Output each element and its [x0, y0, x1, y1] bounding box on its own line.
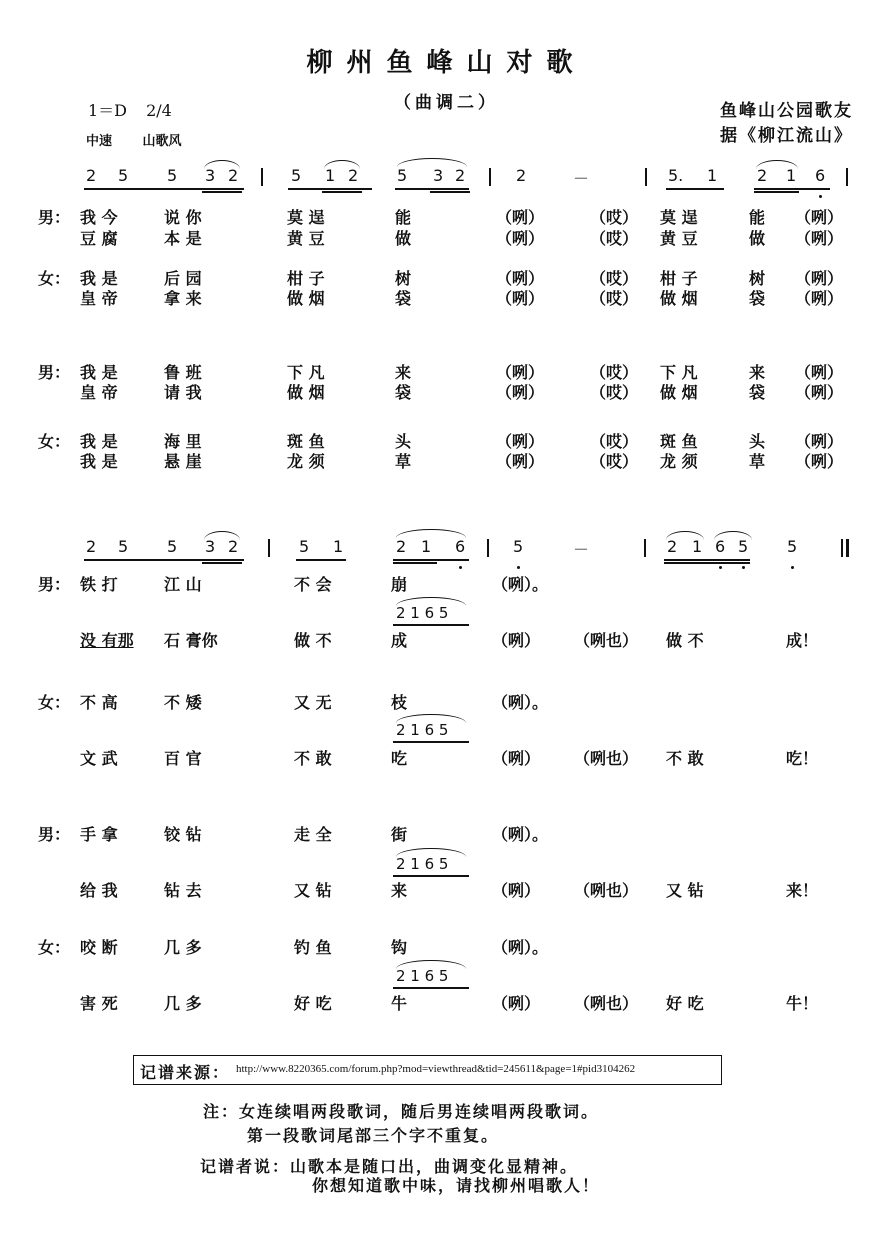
lyric: 头: [395, 432, 412, 451]
lyric: （咧也）: [574, 749, 639, 768]
note: 2: [228, 166, 239, 185]
lyric: 做: [749, 229, 766, 248]
lyric: （咧）: [496, 363, 545, 382]
lyric: 不 高: [80, 693, 118, 712]
score-line-2: [0, 537, 893, 561]
lyric: 铰 钻: [164, 825, 202, 844]
lyric: 斑 鱼: [287, 432, 325, 451]
lyric: 皇 帝: [80, 289, 118, 308]
lyric: （咧也）: [574, 881, 639, 900]
lyric: 做 烟: [287, 289, 325, 308]
lyric: （咧）: [496, 452, 545, 471]
note: 5: [299, 537, 310, 556]
lyric: 又 钻: [294, 881, 332, 900]
beam: [84, 188, 244, 190]
lyric: 不 敢: [294, 749, 332, 768]
lyric: 柑 子: [287, 269, 325, 288]
note: 6: [715, 537, 726, 556]
note: 5.: [668, 166, 684, 185]
singer-label: 男：: [38, 208, 71, 227]
lyric: 不 敢: [666, 749, 704, 768]
lyric: （咧）: [492, 749, 541, 768]
barline: [644, 539, 646, 557]
lyric: （咧）: [795, 229, 844, 248]
singer-label: 女：: [38, 693, 71, 712]
lyric-row: [0, 572, 893, 596]
beam: [664, 559, 750, 561]
lyric: 本 是: [164, 229, 202, 248]
lyric: 钻 去: [164, 881, 202, 900]
lyric: 来: [749, 363, 766, 382]
lyric: 黄 豆: [660, 229, 698, 248]
lyric: 龙 须: [660, 452, 698, 471]
slur: [396, 529, 466, 538]
final-barline: [841, 539, 843, 557]
source-label: 记谱来源：: [140, 1063, 231, 1082]
lyric-row: [0, 226, 893, 250]
lyric: 做 不: [666, 631, 704, 650]
lyric: 枝: [391, 693, 408, 712]
lyric: （哎）: [590, 269, 639, 288]
lyric: （咧）: [492, 631, 541, 650]
lyric: （咧）。: [492, 693, 549, 712]
lyric: 咬 断: [80, 938, 118, 957]
slur: [397, 158, 467, 167]
lower-octave-dot: [459, 566, 462, 569]
lyric: 下 凡: [660, 363, 698, 382]
beam: [296, 559, 346, 561]
note: 5: [738, 537, 749, 556]
note-line-1: 注：女连续唱两段歌词，随后男连续唱两段歌词。: [203, 1102, 600, 1121]
beam: [393, 624, 469, 626]
lyric: 好 吃: [294, 994, 332, 1013]
singer-label: 女：: [38, 938, 71, 957]
lyric: 豆 腐: [80, 229, 118, 248]
singer-label: 男：: [38, 825, 71, 844]
singer-label: 男：: [38, 575, 71, 594]
lyric: 海 里: [164, 432, 202, 451]
beam: [664, 562, 750, 564]
lower-octave-dot: [791, 566, 794, 569]
note: 5: [167, 166, 178, 185]
lyric-row: [0, 628, 893, 652]
lyric: （咧）: [496, 269, 545, 288]
slur: [756, 160, 798, 169]
credit-line-2: 据《柳江流山》: [720, 126, 853, 146]
beam: [395, 188, 469, 190]
lyric: （咧也）: [574, 994, 639, 1013]
barline: [487, 539, 489, 557]
variant-fill: 2 1 6 5: [396, 721, 449, 739]
note: 6: [455, 537, 466, 556]
lyric: 给 我: [80, 881, 118, 900]
note: 2: [516, 166, 527, 185]
key-signature: 1＝D 2/4: [88, 101, 172, 120]
lyric: （咧）: [496, 208, 545, 227]
lyric: （咧）: [492, 881, 541, 900]
lyric-row: [0, 690, 893, 714]
credit-line-1: 鱼峰山公园歌友: [720, 101, 853, 121]
lyric: 草: [749, 452, 766, 471]
lyric: 来: [395, 363, 412, 382]
lyric-row: [0, 746, 893, 770]
lyric-row: [0, 878, 893, 902]
lyric: 害 死: [80, 994, 118, 1013]
note: 1: [421, 537, 432, 556]
lyric: （咧）: [795, 269, 844, 288]
lower-octave-dot: [742, 566, 745, 569]
note: 5: [513, 537, 524, 556]
note: 3: [433, 166, 444, 185]
lyric: 后 园: [164, 269, 202, 288]
lyric: 走 全: [294, 825, 332, 844]
lyric-row: [0, 380, 893, 404]
note: 2: [455, 166, 466, 185]
lyric: （哎）: [590, 363, 639, 382]
variant-fill: 2 1 6 5: [396, 967, 449, 985]
lyric: 来: [391, 881, 408, 900]
lyric-row: [0, 991, 893, 1015]
note: 5: [397, 166, 408, 185]
lyric: 鲁 班: [164, 363, 202, 382]
lyric: 钓 鱼: [294, 938, 332, 957]
slur: [204, 160, 240, 169]
lyric: （哎）: [590, 208, 639, 227]
lyric-row: [0, 286, 893, 310]
note: 5: [118, 537, 129, 556]
lyric: 我 是: [80, 363, 118, 382]
lyric: 做 烟: [660, 383, 698, 402]
lyric: （咧）: [795, 432, 844, 451]
lyric: 石 膏你: [164, 631, 218, 650]
lyric: （哎）: [590, 229, 639, 248]
beam: [666, 188, 724, 190]
lyric: 悬 崖: [164, 452, 202, 471]
lyric: 柑 子: [660, 269, 698, 288]
note: 1: [707, 166, 718, 185]
slur: [396, 597, 466, 606]
lyric: （咧）。: [492, 575, 549, 594]
source-url[interactable]: http://www.8220365.com/forum.php?mod=viewthread&tid=245611&page=1#pid3104262: [236, 1063, 636, 1075]
beam: [84, 559, 244, 561]
beam: [202, 191, 242, 193]
lyric: 手 拿: [80, 825, 118, 844]
note: 2: [348, 166, 359, 185]
lyric: 钩: [391, 938, 408, 957]
source-box: [133, 1055, 722, 1085]
beam: [393, 875, 469, 877]
lyric: （咧）: [496, 229, 545, 248]
variant-fill: 2 1 6 5: [396, 604, 449, 622]
tempo-marking: 中速 山歌风: [86, 134, 182, 149]
singer-label: 女：: [38, 269, 71, 288]
lyric: 做 不: [294, 631, 332, 650]
lyric: （咧）。: [492, 825, 549, 844]
score-line-1: [0, 166, 893, 190]
song-title: 柳州鱼峰山对歌: [306, 48, 587, 78]
lyric-row: [0, 935, 893, 959]
lower-octave-dot: [819, 195, 822, 198]
lyric: 好 吃: [666, 994, 704, 1013]
lyric: （哎）: [590, 383, 639, 402]
slur: [396, 960, 466, 969]
note: 3: [205, 166, 216, 185]
lyric: 又 无: [294, 693, 332, 712]
lyric: 草: [395, 452, 412, 471]
note: 2: [86, 166, 97, 185]
note: 2: [757, 166, 768, 185]
lyric: （咧也）: [574, 631, 639, 650]
lyric: 请 我: [164, 383, 202, 402]
note: 6: [815, 166, 826, 185]
lyric: 不 矮: [164, 693, 202, 712]
lyric: （哎）: [590, 289, 639, 308]
note: 2: [667, 537, 678, 556]
lyric: 我 今: [80, 208, 118, 227]
slur: [324, 160, 360, 169]
lyric: （咧）: [496, 432, 545, 451]
song-subtitle: （曲调二）: [394, 93, 499, 113]
lyric: （咧）: [492, 994, 541, 1013]
variant-fill: 2 1 6 5: [396, 855, 449, 873]
barline: [268, 539, 270, 557]
lyric: 几 多: [164, 938, 202, 957]
beam: [754, 188, 830, 190]
lyric: 能: [395, 208, 412, 227]
lyric: 斑 鱼: [660, 432, 698, 451]
lyric: 黄 豆: [287, 229, 325, 248]
note: －: [573, 540, 590, 559]
barline: [846, 168, 848, 186]
beam: [393, 562, 437, 564]
note: 5: [787, 537, 798, 556]
lyric: （咧）: [795, 452, 844, 471]
lyric-row: [0, 822, 893, 846]
slur: [396, 714, 466, 723]
lyric: （咧）: [795, 208, 844, 227]
lyric: 做 烟: [660, 289, 698, 308]
note: 1: [786, 166, 797, 185]
note: 5: [118, 166, 129, 185]
lyric: 能: [749, 208, 766, 227]
note: 5: [291, 166, 302, 185]
lower-octave-dot: [719, 566, 722, 569]
final-barline: [846, 539, 849, 557]
slur: [666, 531, 704, 540]
lyric: 文 武: [80, 749, 118, 768]
lyric: 吃！: [786, 749, 819, 768]
beam: [430, 191, 470, 193]
lyric: 下 凡: [287, 363, 325, 382]
lyric: 不 会: [294, 575, 332, 594]
lyric: 树: [395, 269, 412, 288]
slur: [396, 848, 466, 857]
note: －: [573, 169, 590, 188]
lyric: （咧）: [496, 383, 545, 402]
lyric: 我 是: [80, 452, 118, 471]
note: 2: [396, 537, 407, 556]
lyric: （咧）: [795, 289, 844, 308]
lyric: 袋: [749, 383, 766, 402]
note: 3: [205, 537, 216, 556]
beam: [288, 188, 372, 190]
lyric: 袋: [749, 289, 766, 308]
barline: [645, 168, 647, 186]
beam: [393, 559, 469, 561]
note: 2: [86, 537, 97, 556]
lyric: 成！: [786, 631, 819, 650]
lyric: （哎）: [590, 452, 639, 471]
lyric: 牛！: [786, 994, 819, 1013]
lyric: 莫 逞: [287, 208, 325, 227]
note: 5: [167, 537, 178, 556]
lyric: （咧）。: [492, 938, 549, 957]
lyric: 皇 帝: [80, 383, 118, 402]
lyric: 铁 打: [80, 575, 118, 594]
lyric: （哎）: [590, 432, 639, 451]
beam: [393, 741, 469, 743]
lower-octave-dot: [517, 566, 520, 569]
lyric: 来！: [786, 881, 819, 900]
lyric: 拿 来: [164, 289, 202, 308]
lyric: （咧）: [496, 289, 545, 308]
lyric: 龙 须: [287, 452, 325, 471]
note: 2: [228, 537, 239, 556]
barline: [489, 168, 491, 186]
note-line-4: 你想知道歌中味，请找柳州唱歌人！: [312, 1176, 601, 1195]
lyric: 做: [395, 229, 412, 248]
lyric: 我 是: [80, 432, 118, 451]
note-line-3: 记谱者说：山歌本是随口出，曲调变化显精神。: [200, 1157, 579, 1176]
lyric: 成: [391, 631, 408, 650]
lyric: 吃: [391, 749, 408, 768]
barline: [261, 168, 263, 186]
note: 1: [692, 537, 703, 556]
note-line-2: 第一段歌词尾部三个字不重复。: [247, 1126, 500, 1145]
singer-label: 男：: [38, 363, 71, 382]
lyric-row: [0, 449, 893, 473]
lyric: 牛: [391, 994, 408, 1013]
lyric: 又 钻: [666, 881, 704, 900]
lyric: 做 烟: [287, 383, 325, 402]
note: 1: [333, 537, 344, 556]
singer-label: 女：: [38, 432, 71, 451]
lyric: 头: [749, 432, 766, 451]
lyric: 树: [749, 269, 766, 288]
beam: [393, 987, 469, 989]
lyric: 崩: [391, 575, 408, 594]
beam: [202, 562, 242, 564]
note: 1: [325, 166, 336, 185]
slur: [204, 531, 240, 540]
lyric: （咧）: [795, 363, 844, 382]
beam: [754, 191, 799, 193]
lyric: 袋: [395, 383, 412, 402]
slur: [714, 531, 752, 540]
lyric: 街: [391, 825, 408, 844]
lyric: 江 山: [164, 575, 202, 594]
lyric: （咧）: [795, 383, 844, 402]
beam: [322, 191, 362, 193]
lyric: 几 多: [164, 994, 202, 1013]
lyric: 说 你: [164, 208, 202, 227]
lyric: 百 官: [164, 749, 202, 768]
lyric: 袋: [395, 289, 412, 308]
lyric: 我 是: [80, 269, 118, 288]
lyric: 莫 逞: [660, 208, 698, 227]
lyric: 没 有那: [80, 631, 134, 650]
